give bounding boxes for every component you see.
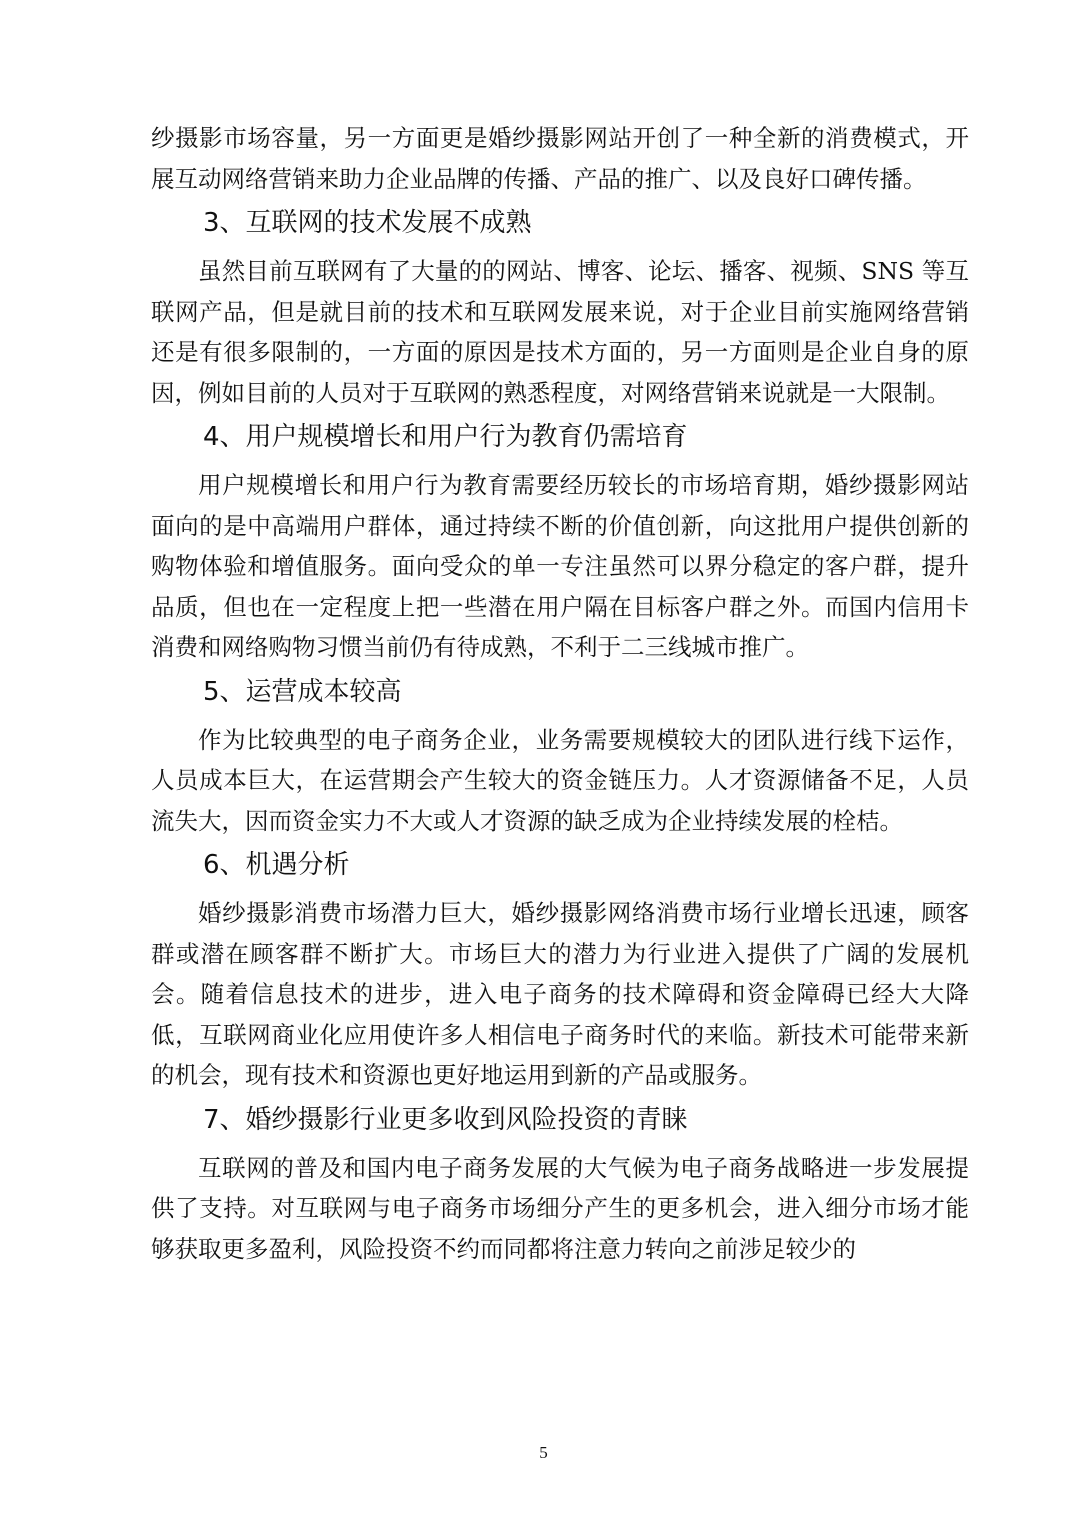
section-heading-4: 4、用户规模增长和用户行为教育仍需培育 (203, 422, 688, 452)
section-paragraph-5: 作为比较典型的电子商务企业，业务需要规模较大的团队进行线下运作，人员成本巨大，在运营期会产生较大的资金链压力。人才资源储备不足，人员流失大，因而资金实力不大或人才资源的缺乏成为企业持续发展的栓桔。 (151, 725, 969, 835)
intro-paragraph: 纱摄影市场容量，另一方面更是婚纱摄影网站开创了一种全新的消费模式，开展互动网络营销来助力企业品牌的传播、产品的推广、以及良好口碑传播。 (151, 124, 969, 193)
section-paragraph-4: 用户规模增长和用户行为教育需要经历较长的市场培育期，婚纱摄影网站面向的是中高端用户群体，通过持续不断的价值创新，向这批用户提供创新的购物体验和增值服务。面向受众的单一专注虽然可以界分稳定的客户群，提升品质，但也在一定程度上把一些潜在用户隔在目标客户群之外。而国内信用卡消费和网络购物习惯当前仍有待成熟，不利于二三线城市推广。 (151, 471, 969, 661)
section-paragraph-6: 婚纱摄影消费市场潜力巨大，婚纱摄影网络消费市场行业增长迅速，顾客群或潜在顾客群不断扩大。市场巨大的潜力为行业进入提供了广阔的发展机会。随着信息技术的进步，进入电子商务的技术障碍和资金障碍已经大大降低，互联网商业化应用使许多人相信电子商务时代的来临。新技术可能带来新的机会，现有技术和资源也更好地运用到新的产品或服务。 (151, 899, 969, 1089)
page-content (151, 118, 969, 1269)
section-heading-7: 7、婚纱摄影行业更多收到风险投资的青睐 (203, 1104, 688, 1135)
section-heading-3: 3、互联网的技术发展不成熟 (203, 208, 532, 238)
section-paragraph-7: 互联网的普及和国内电子商务发展的大气候为电子商务战略进一步发展提供了支持。对互联网与电子商务市场细分产生的更多机会，进入细分市场才能够获取更多盈利，风险投资不约而同都将注意力转向之前涉足较少的 (151, 1153, 969, 1263)
section-paragraph-3: 虽然目前互联网有了大量的的网站、博客、论坛、播客、视频、SNS 等互联网产品，但是就目前的技术和互联网发展来说，对于企业目前实施网络营销还是有很多限制的，一方面的原因是技术方面的，另一方面则是企业自身的原因，例如目前的人员对于互联网的熟悉程度，对网络营销来说就是一大限制。 (151, 257, 969, 407)
section-heading-6: 6、机遇分析 (203, 850, 350, 880)
section-heading-5: 5、运营成本较高 (203, 676, 402, 707)
page-number: 5 (539, 1443, 548, 1462)
